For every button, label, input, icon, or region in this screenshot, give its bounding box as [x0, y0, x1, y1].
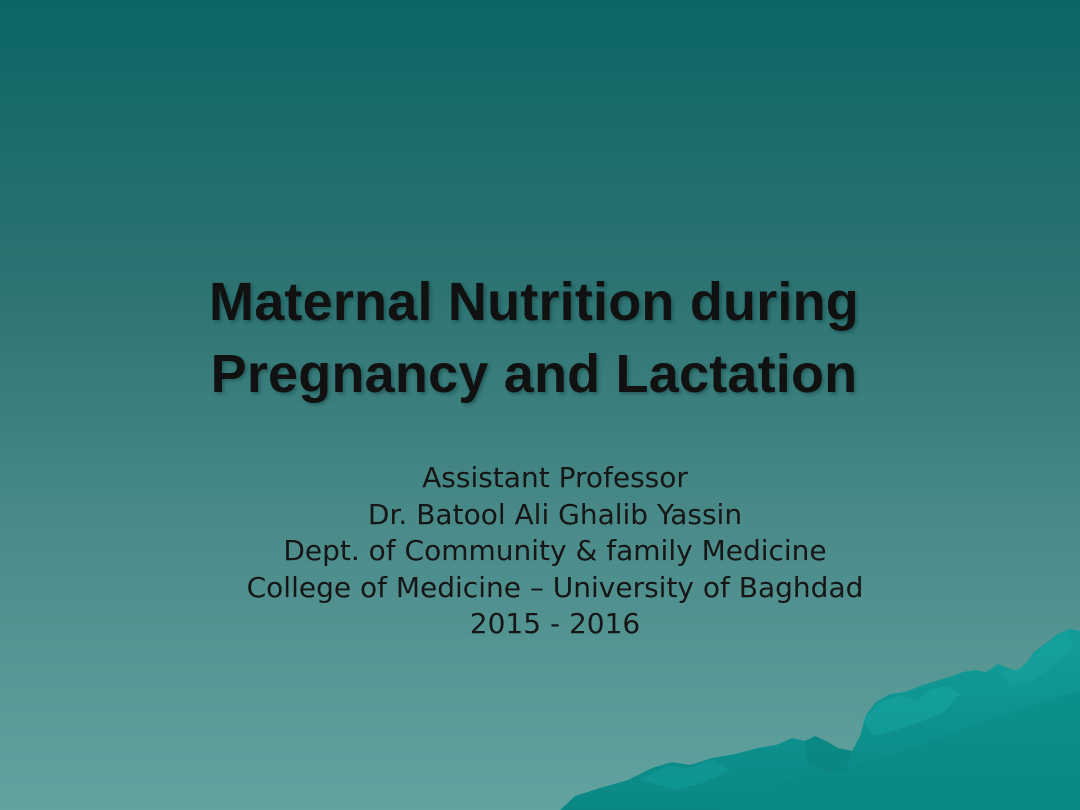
- subtitle-author-name: Dr. Batool Ali Ghalib Yassin: [367, 497, 743, 531]
- title-line-2: Pregnancy and Lactation: [210, 344, 858, 404]
- slide-subtitle: [205, 460, 905, 643]
- subtitle-institution: College of Medicine – University of Baghdad: [246, 570, 864, 604]
- slide-title: [0, 266, 1068, 410]
- subtitle-year: 2015 - 2016: [469, 607, 641, 640]
- title-line-1: Maternal Nutrition during: [209, 272, 859, 332]
- subtitle-author-rank: Assistant Professor: [422, 461, 688, 494]
- subtitle-department: Dept. of Community & family Medicine: [283, 534, 827, 567]
